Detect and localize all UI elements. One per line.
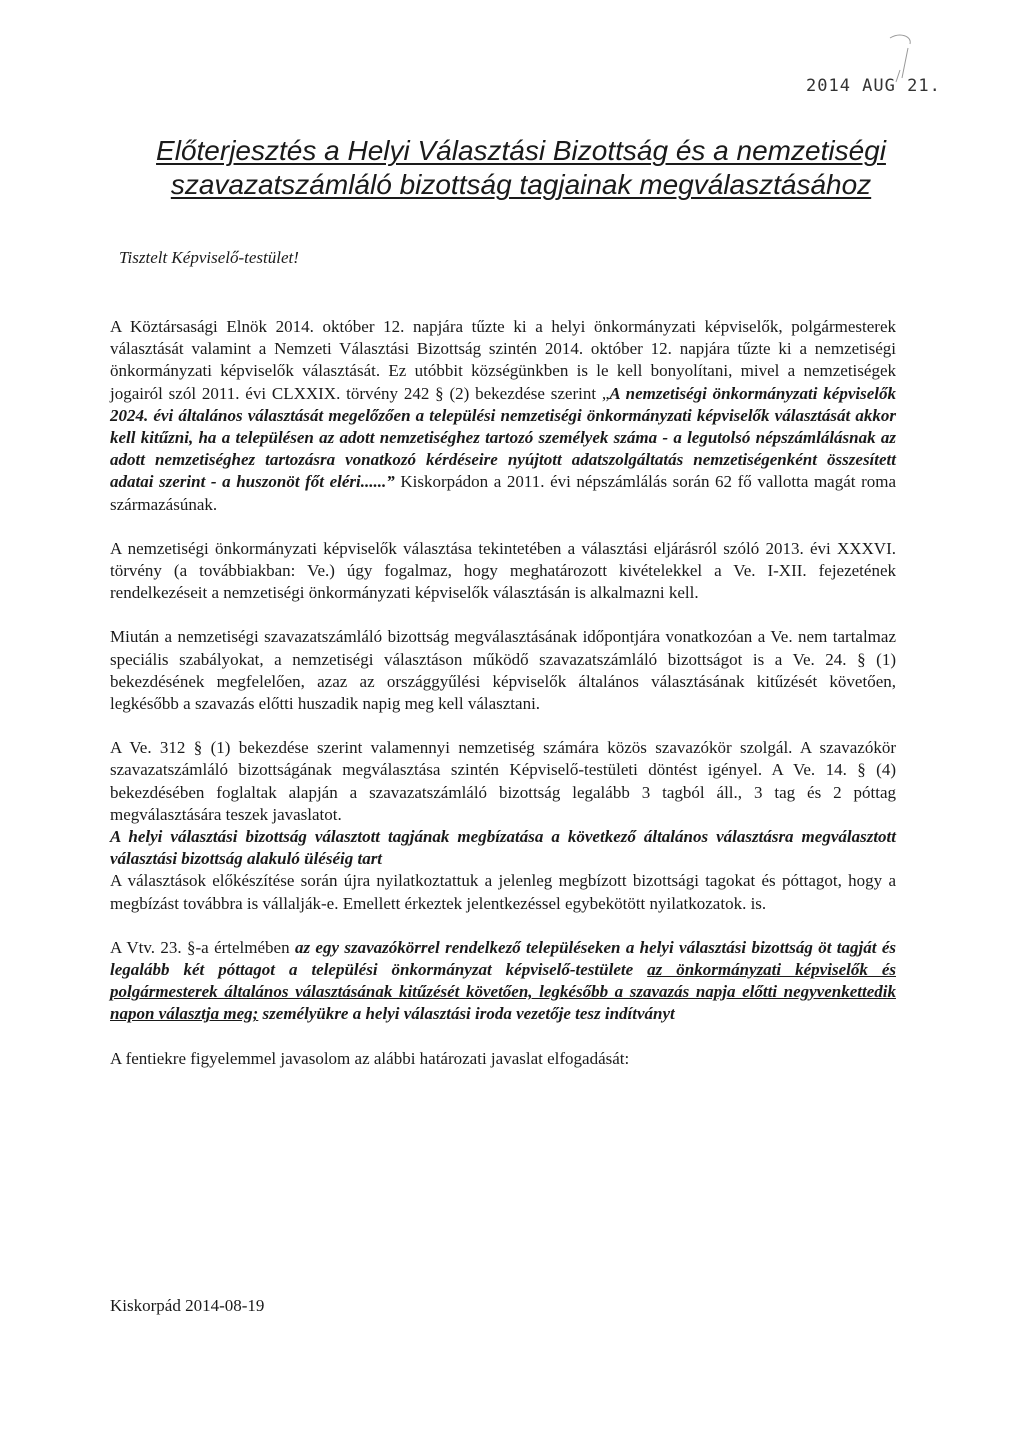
law-quote: A nemzetiségi önkormányzati képviselők 2024. évi általános választását megelőzően a települési nemzetiségi önkormányzati képviselők választását akkor kell kitűzni, ha a településen az adott nemzetiséghez tartozó személyek száma - a legutolsó népszámlálásnak az adott nemzetiséghez tartozásra vonatkozó kérdéseire nyújtott adatszolgáltatás nemzetiségenként összesített adatai szerint - a huszonöt főt eléri......” [110,383,896,492]
paragraph-4-tail: A választások előkészítése során újra nyilatkoztattuk a jelenleg megbízott bizottsági tagokat és póttagot, hogy a megbízást továbbra is vállalják-e. Emellett érkeztek jelentkezéssel egybekötött nyilatkozatok. is. [110,871,896,913]
document-title [111,134,931,202]
paragraph-5 [110,937,896,1026]
paragraph-4 [110,737,896,915]
paragraph-4-text: A Ve. 312 § (1) bekezdése szerint valamennyi nemzetiség számára közös szavazókör szolgál. A szavazókör szavazatszámláló bizottságának megválasztása szintén Képviselő-testületi döntést igényel. A Ve. 14. § (4) bekezdésében foglaltak alapján a szavazatszámláló bizottság legalább 3 tagból áll., 3 tag és 2 póttag megválasztására teszek javaslatot. [110,738,896,824]
paragraph-5-lead: A Vtv. 23. §-a értelmében [110,937,295,957]
vtv-quote-tail: személyükre a helyi választási iroda vezetője tesz indítványt [258,1004,675,1024]
document-body [110,316,896,1092]
paragraph-1 [110,316,896,516]
paragraph-1-text: A Köztársasági Elnök 2014. október 12. napjára tűzte ki a helyi önkormányzati képviselők, polgármesterek választását valamint a Nemzeti Választási Bizottság szintén 2014. október 12. napjára tűzte ki a nemzetiségi önkormányzati képviselők választását. Ez utóbbit községünkben is le kell bonyolítani, mivel a nemzetiségek jogairól szól 2011. évi CLXXIX. törvény 242 § (2) bekezdése szerint „ [110,317,896,403]
vtv-quote: az egy szavazókörrel rendelkező településeken a helyi választási bizottság öt tagját és legalább két póttagot a települési önkormányzat képviselő-testülete [110,937,896,980]
title-line-2: szavazatszámláló bizottság tagjainak megválasztásához [170,169,872,200]
received-date-stamp: 2014 AUG 21. [806,76,941,96]
title-line-1: Előterjesztés a Helyi Választási Bizottság és a nemzetiségi [156,135,886,166]
paragraph-1-tail: Kiskorpádon a 2011. évi népszámlálás során 62 fő vallotta magát roma származásúnak. [110,472,896,514]
paragraph-3: Miután a nemzetiségi szavazatszámláló bizottság megválasztásának időpontjára vonatkozóan a Ve. nem tartalmaz speciális szabályokat, a nemzetiségi választáson működő szavazatszámláló bizottságot is a Ve. 24. § (1) bekezdésének megfelelően, azaz az országgyűlési képviselők általános választásának kitűzését követően, legkésőbb a szavazás előtti huszadik napig meg kell választani. [110,627,896,714]
handwritten-mark-icon [880,30,920,100]
place-and-date: Kiskorpád 2014-08-19 [110,1296,265,1315]
mandate-statement: A helyi választási bizottság választott tagjának megbízatása a következő általános választásra megválasztott választási bizottság alakuló üléséig tart [110,827,896,869]
paragraph-6: A fentiekre figyelemmel javasolom az alábbi határozati javaslat elfogadását: [110,1048,630,1068]
vtv-quote-underlined: az önkormányzati képviselők és polgármesterek általános választásának kitűzését követően, legkésőbb a szavazás napja előtti negyvenkettedik napon választja meg; [110,960,896,1024]
salutation: Tisztelt Képviselő-testület! [119,248,299,267]
paragraph-2: A nemzetiségi önkormányzati képviselők választása tekintetében a választási eljárásról szóló 2013. évi XXXVI. törvény (a továbbiakban: Ve.) úgy fogalmaz, hogy meghatározott kivételekkel a Ve. I-XII. fejezetének rendelkezéseit a nemzetiségi önkormányzati képviselők választásán is alkalmazni kell. [110,538,896,603]
